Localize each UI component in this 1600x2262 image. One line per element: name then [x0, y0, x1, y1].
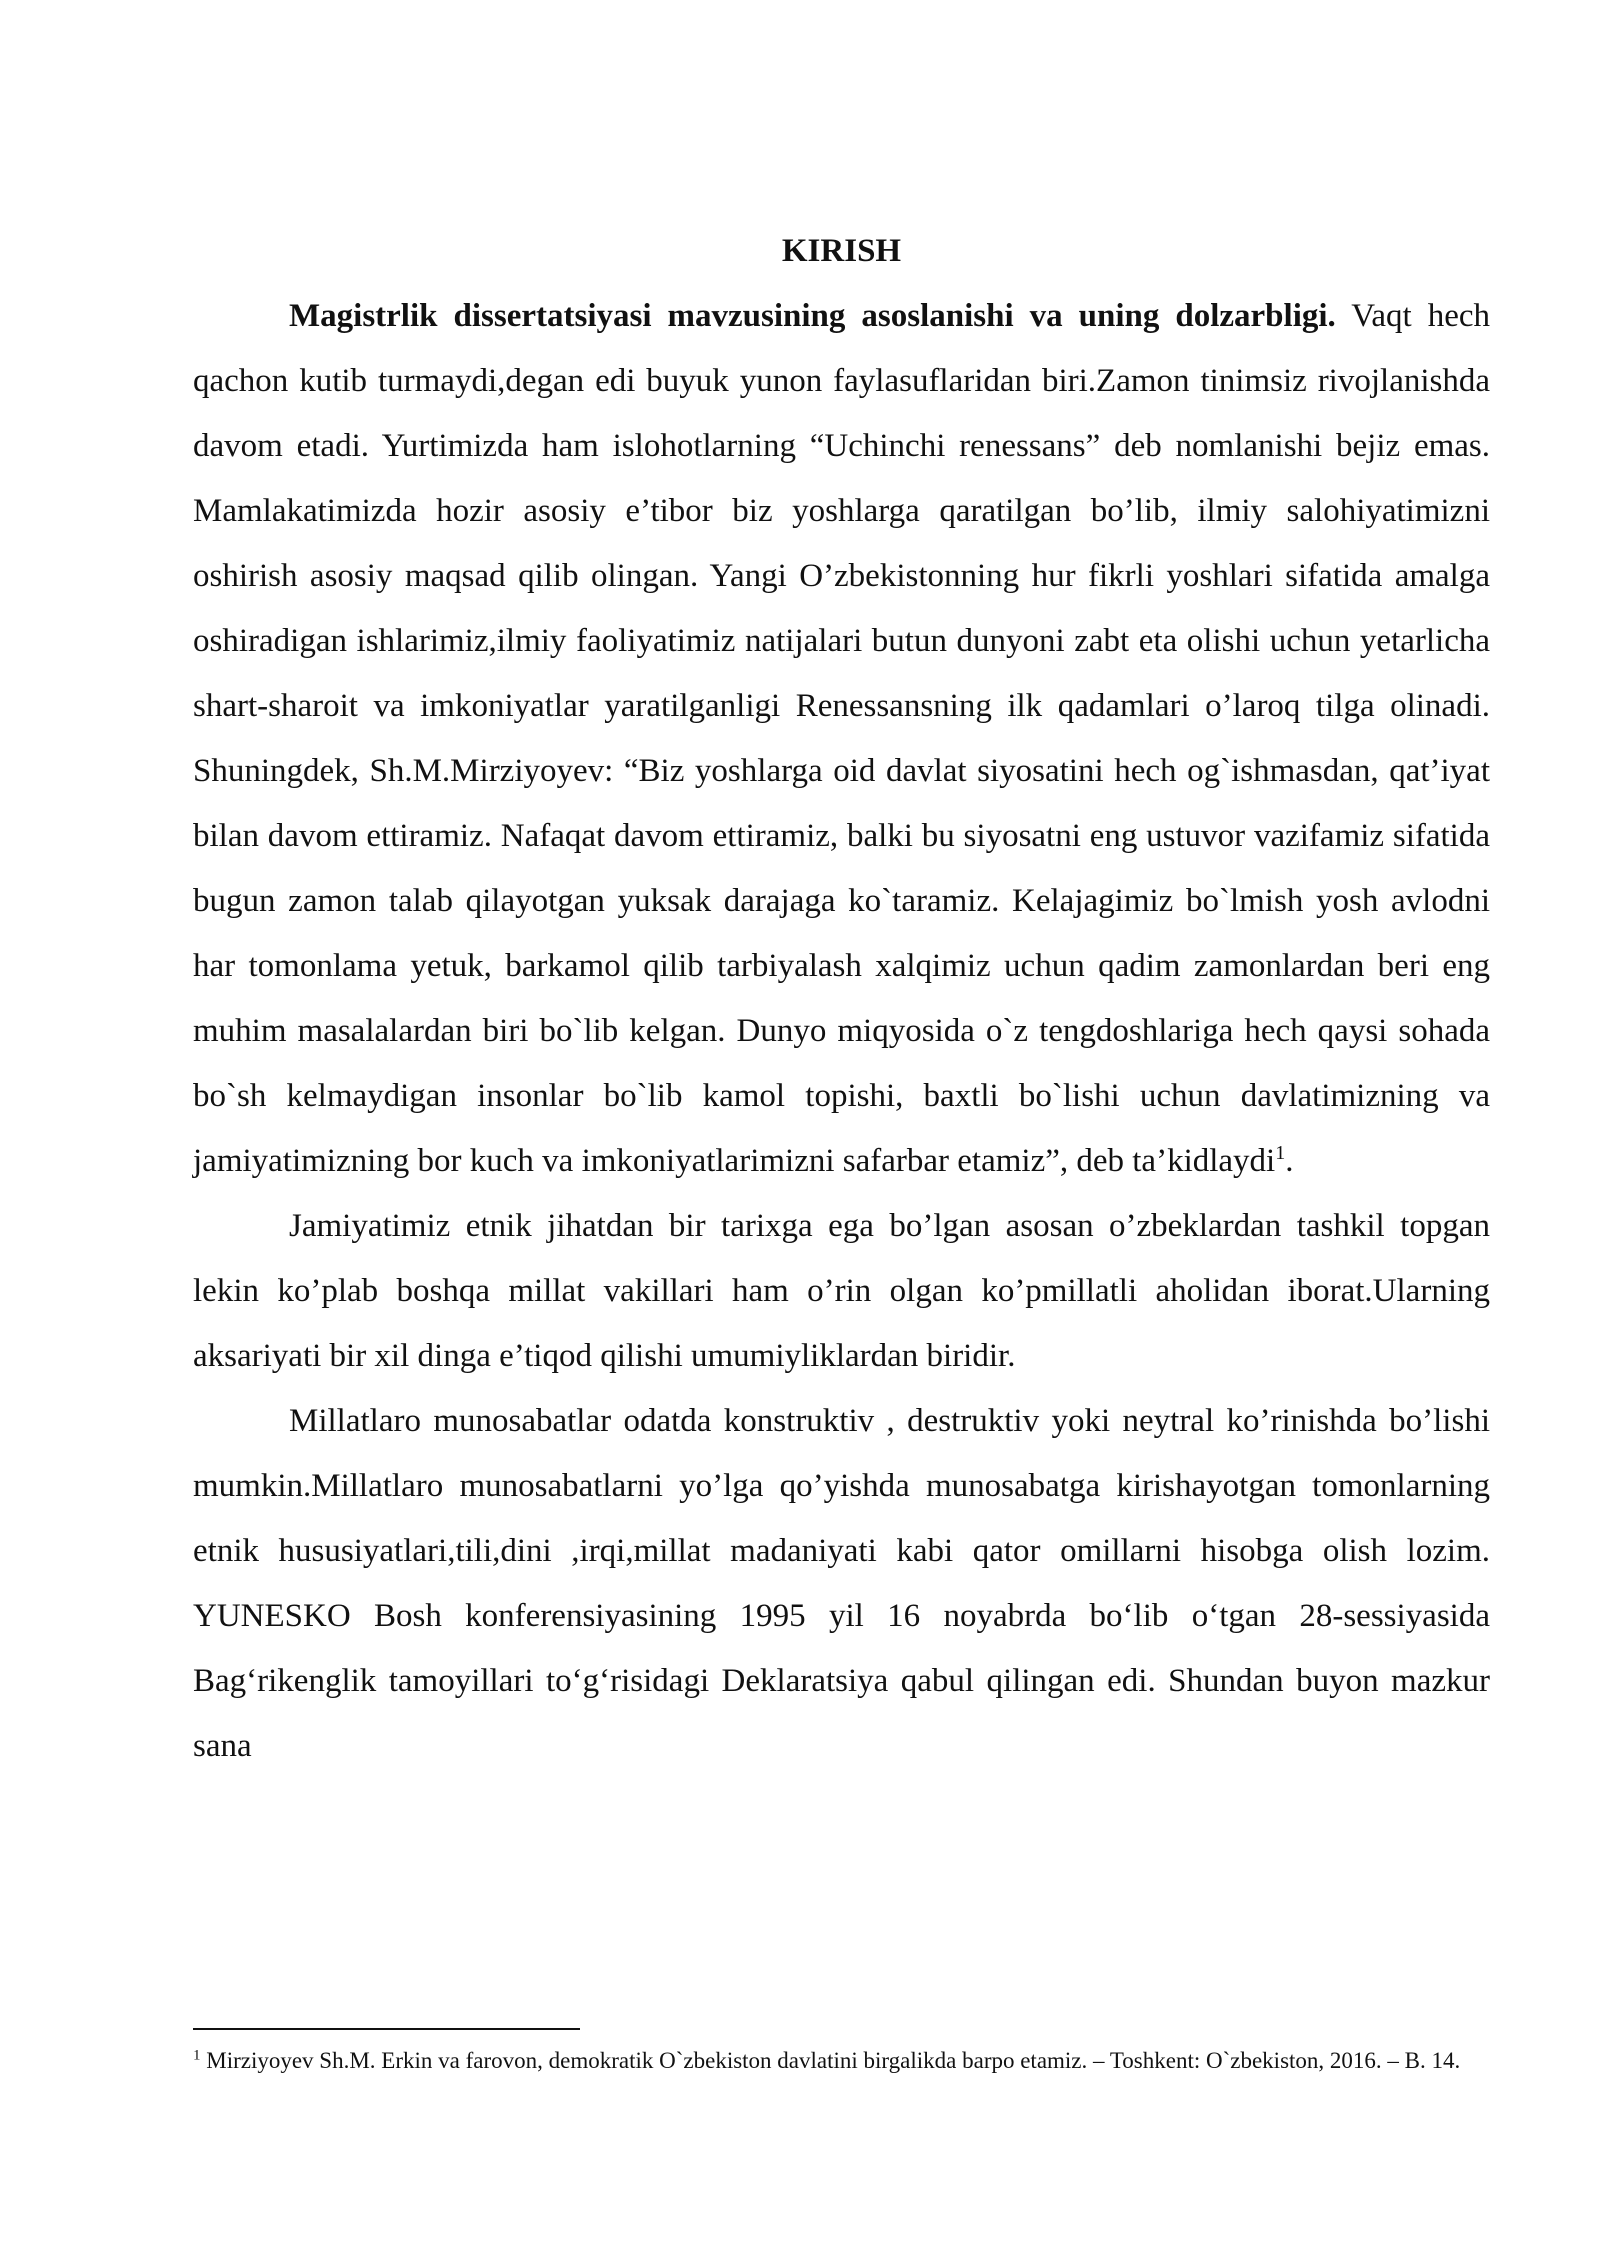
- paragraph-1-bold-lead: Magistrlik dissertatsiyasi mavzusining asoslanishi va uning dolzarbligi.: [289, 298, 1336, 334]
- footnote-text: Mirziyoyev Sh.M. Erkin va farovon, demokratik O`zbekiston davlatini birgalikda barpo etamiz. – Toshkent: O`zbekiston, 2016. – B. 14.: [200, 2048, 1461, 2073]
- footnote-reference[interactable]: 1: [1275, 1142, 1286, 1164]
- footnote-separator: [193, 2028, 580, 2030]
- footnote: [193, 2044, 1490, 2078]
- section-heading: KIRISH: [781, 233, 902, 269]
- footnote-number: 1: [193, 2047, 201, 2064]
- paragraph-1: [193, 284, 1490, 1194]
- paragraph-1-text: Vaqt hech qachon kutib turmaydi,degan edi buyuk yunon faylasuflaridan biri.Zamon tinimsiz rivojlanishda davom etadi. Yurtimizda ham islohotlarning “Uchinchi renessans” deb nomlanishi bejiz emas. Mamlakatimizda hozir asosiy e’tibor biz yoshlarga qaratilgan bo’lib, ilmiy salohiyatimizni oshirish asosiy maqsad qilib olingan. Yangi O’zbekistonning hur fikrli yoshlari sifatida amalga oshiradigan ishlarimiz,ilmiy faoliyatimiz natijalari butun dunyoni zabt eta olishi uchun yetarlicha shart-sharoit va imkoniyatlar yaratilganligi Renessansning ilk qadamlari o’laroq tilga olinadi. Shuningdek, Sh.M.Mirziyoyev: “Biz yoshlarga oid davlat siyosatini hech og`ishmasdan, qat’iyat bilan davom ettiramiz. Nafaqat davom ettiramiz, balki bu siyosatni eng ustuvor vazifamiz sifatida bugun zamon talab qilayotgan yuksak darajaga ko`taramiz. Kelajagimiz bo`lmish yosh avlodni har tomonlama yetuk, barkamol qilib tarbiyalash xalqimiz uchun qadim zamonlardan beri eng muhim masalalardan biri bo`lib kelgan. Dunyo miqyosida o`z tengdoshlariga hech qaysi sohada bo`sh kelmaydigan insonlar bo`lib kamol topishi, baxtli bo`lishi uchun davlatimizning va jamiyatimizning bor kuch va imkoniyatlarimizni safarbar etamiz”, deb ta’kidlaydi: [193, 298, 1490, 1179]
- page-body: [193, 219, 1490, 1779]
- paragraph-2: Jamiyatimiz etnik jihatdan bir tarixga ega bo’lgan asosan o’zbeklardan tashkil topgan lekin ko’plab boshqa millat vakillari ham o’rin olgan ko’pmillatli aholidan iborat.Ularning aksariyati bir xil dinga e’tiqod qilishi umumiyliklardan biridir.: [193, 1208, 1490, 1374]
- paragraph-3: Millatlaro munosabatlar odatda konstruktiv , destruktiv yoki neytral ko’rinishda bo’lishi mumkin.Millatlaro munosabatlarni yo’lga qo’yishda munosabatga kirishayotgan tomonlarning etnik hususiyatlari,tili,dini ,irqi,millat madaniyati kabi qator omillarni hisobga olish lozim. YUNESKO Bosh konferensiyasining 1995 yil 16 noyabrda bo‘lib o‘tgan 28-sessiyasida Bag‘rikenglik tamoyillari to‘g‘risidagi Deklaratsiya qabul qilingan edi. Shundan buyon mazkur sana: [193, 1403, 1490, 1764]
- paragraph-1-tail: .: [1285, 1143, 1294, 1179]
